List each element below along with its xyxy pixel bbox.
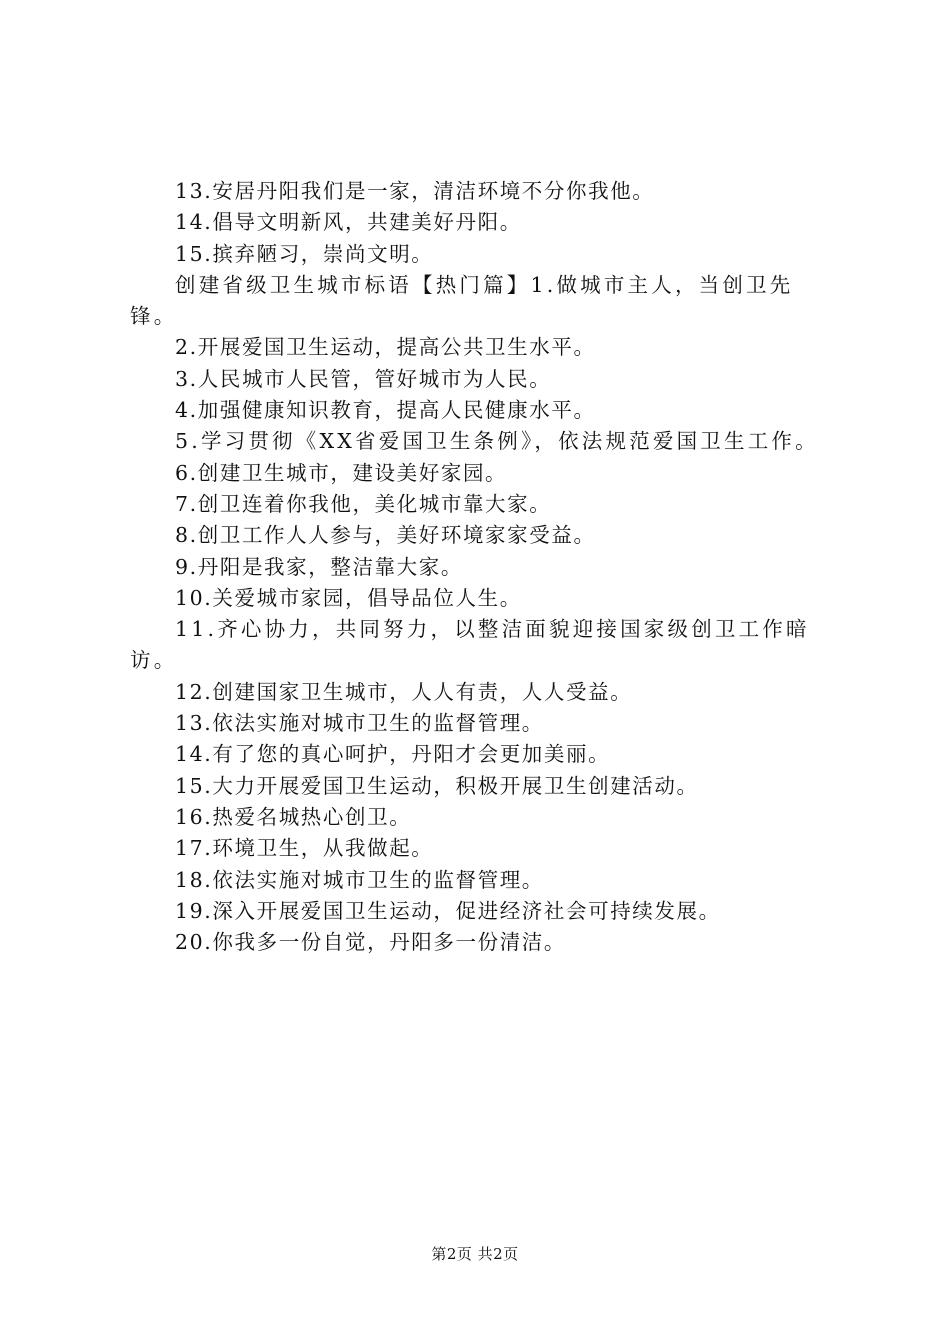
slogan-line: 6.创建卫生城市，建设美好家园。	[175, 460, 508, 485]
slogan-line: 10.关爱城市家园，倡导品位人生。	[175, 585, 522, 610]
slogan-line: 14.倡导文明新风，共建美好丹阳。	[175, 210, 522, 235]
slogan-line: 20.你我多一份自觉，丹阳多一份清洁。	[175, 930, 567, 955]
slogan-line: 16.热爱名城热心创卫。	[175, 804, 412, 829]
slogan-line: 15.摈弃陋习，崇尚文明。	[175, 241, 434, 266]
slogan-line: 9.丹阳是我家，整洁靠大家。	[175, 554, 463, 579]
slogan-line: 12.创建国家卫生城市，人人有责，人人受益。	[175, 679, 633, 704]
slogan-line: 4.加强健康知识教育，提高人民健康水平。	[175, 398, 596, 423]
slogan-line: 19.深入开展爱国卫生运动，促进经济社会可持续发展。	[175, 898, 721, 923]
slogan-line: 5.学习贯彻《XX省爱国卫生条例》，依法规范爱国卫生工作。	[175, 429, 819, 454]
slogan-list	[130, 176, 830, 958]
slogan-line: 13.安居丹阳我们是一家，清洁环境不分你我他。	[175, 179, 655, 203]
slogan-line: 18.依法实施对城市卫生的监督管理。	[175, 867, 544, 892]
slogan-line: 8.创卫工作人人参与，美好环境家家受益。	[175, 523, 596, 548]
section-heading-paragraph: 创建省级卫生城市标语【热门篇】1.做城市主人，当创卫先锋。	[130, 272, 794, 329]
slogan-line: 7.创卫连着你我他，美化城市靠大家。	[175, 491, 552, 516]
slogan-line: 2.开展爱国卫生运动，提高公共卫生水平。	[175, 335, 596, 360]
page-number-footer: 第2页 共2页	[431, 1245, 519, 1263]
slogan-line: 11.齐心协力，共同努力，以整洁面貌迎接国家级创卫工作暗访。	[130, 617, 810, 673]
slogan-line: 15.大力开展爱国卫生运动，积极开展卫生创建活动。	[175, 773, 699, 798]
slogan-line: 3.人民城市人民管，管好城市为人民。	[175, 366, 552, 391]
slogan-line: 14.有了您的真心呵护，丹阳才会更加美丽。	[175, 742, 611, 767]
slogan-line: 13.依法实施对城市卫生的监督管理。	[175, 711, 544, 736]
slogan-line: 17.环境卫生，从我做起。	[175, 836, 434, 861]
